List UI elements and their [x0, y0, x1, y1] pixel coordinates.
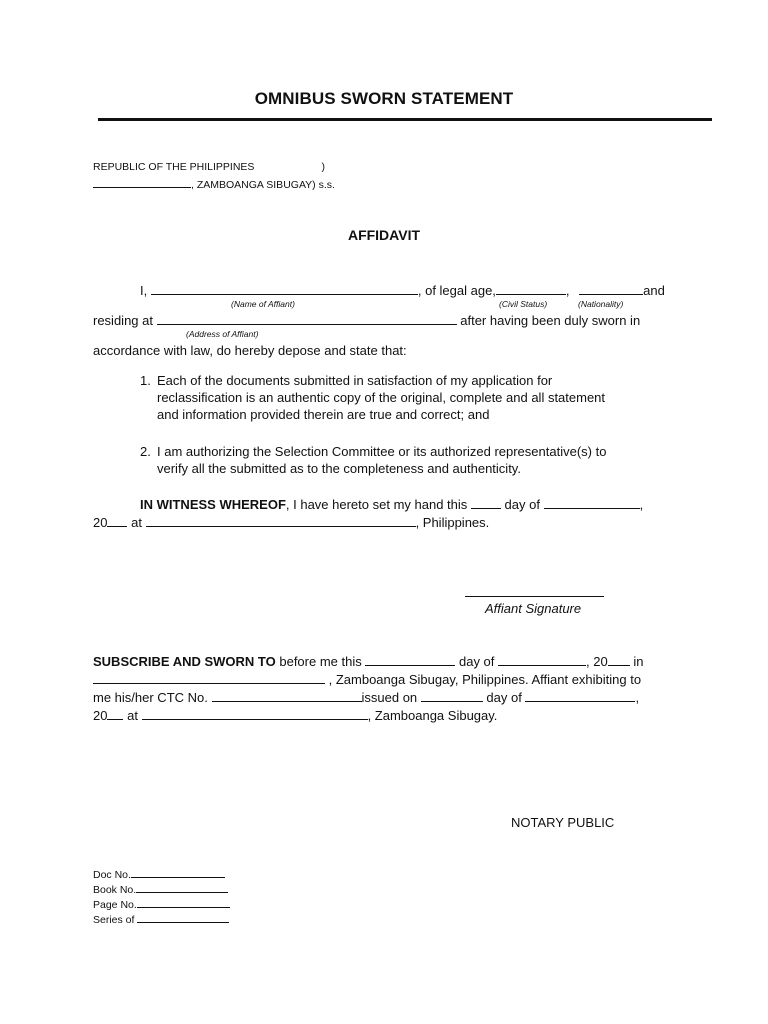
witness-day-blank[interactable] [471, 497, 501, 509]
affidavit-heading: AFFIDAVIT [347, 227, 421, 243]
series-of-row [93, 912, 229, 926]
subscribe-line-1 [93, 654, 643, 669]
subscribe-ctc: me his/her CTC No. [93, 690, 208, 705]
intro-legal-age: , of legal age, [417, 283, 496, 298]
series-of-label: Series of [93, 914, 135, 926]
subscribe-year: , 20 [586, 654, 608, 669]
subscribe-line-4 [93, 708, 497, 723]
page-no-label: Page No. [93, 899, 137, 911]
witness-philippines: , Philippines. [415, 515, 490, 530]
issued-month-blank[interactable] [525, 690, 635, 702]
subscribe-end: , Zamboanga Sibugay. [367, 708, 498, 723]
venue-blank[interactable] [93, 176, 191, 188]
book-no-label: Book No. [93, 884, 137, 896]
intro-i: I, [140, 283, 148, 298]
intro-comma: , [565, 283, 570, 298]
venue-line-1 [93, 161, 325, 173]
subscribe-line-3 [93, 690, 639, 705]
subscribe-at: at [127, 708, 138, 723]
page-no-row [93, 897, 230, 911]
item-1-number: 1. [140, 373, 151, 388]
witness-year: 20 [93, 515, 108, 530]
witness-bold: IN WITNESS WHEREOF [140, 497, 286, 512]
affiant-signature-label: Affiant Signature [485, 601, 582, 616]
doc-no-blank[interactable] [131, 867, 225, 878]
affiant-signature-line[interactable] [465, 596, 604, 597]
title-rule [98, 118, 712, 121]
subscribe-bold: SUBSCRIBE AND SWORN TO [93, 654, 276, 669]
witness-text: , I have hereto set my hand this [285, 497, 468, 512]
caption-name-of-affiant: (Name of Affiant) [231, 299, 295, 309]
civil-status-blank[interactable] [496, 283, 566, 295]
subscribe-comma: , [635, 690, 640, 705]
intro-residing: residing at [93, 313, 153, 328]
item-2-line-2: verify all the submitted as to the completeness and authenticity. [157, 461, 521, 476]
item-1-line-1: Each of the documents submitted in satisfaction of my application for [157, 373, 553, 388]
intro-line-3: accordance with law, do hereby depose and state that: [93, 343, 407, 358]
series-of-blank[interactable] [137, 912, 229, 923]
subscribe-year-2-blank[interactable] [107, 708, 123, 720]
caption-civil-status: (Civil Status) [499, 299, 548, 309]
subscribe-day-of-2: day of [486, 690, 522, 705]
subscribe-day-of: day of [458, 654, 495, 669]
doc-no-row [93, 867, 225, 881]
item-2-line-1: I am authorizing the Selection Committee or its authorized representative(s) to [157, 444, 607, 459]
ctc-number-blank[interactable] [212, 690, 362, 702]
intro-after: after having been duly sworn in [460, 313, 641, 328]
book-no-row [93, 882, 228, 896]
item-2-number: 2. [140, 444, 151, 459]
intro-line-1 [140, 283, 665, 298]
intro-and: and [643, 283, 665, 298]
subscribe-year-blank[interactable] [608, 654, 630, 666]
page-no-blank[interactable] [137, 897, 230, 908]
witness-day-of: day of [504, 497, 540, 512]
witness-comma: , [639, 497, 644, 512]
venue-paren: ) [321, 161, 325, 173]
item-1-line-2: reclassification is an authentic copy of the original, complete and all statement [157, 390, 606, 405]
subscribe-month-blank[interactable] [498, 654, 586, 666]
subscribe-in: in [633, 654, 644, 669]
subscribe-line-2 [93, 672, 641, 687]
subscribe-before: before me this [279, 654, 362, 669]
document-title: OMNIBUS SWORN STATEMENT [254, 89, 514, 108]
address-of-affiant-blank[interactable] [157, 313, 457, 325]
issued-on-blank[interactable] [421, 690, 483, 702]
witness-at: at [131, 515, 142, 530]
nationality-blank[interactable] [579, 283, 643, 295]
subscribe-place-2-blank[interactable] [142, 708, 368, 720]
name-of-affiant-blank[interactable] [151, 283, 418, 295]
witness-month-blank[interactable] [544, 497, 640, 509]
witness-line-2 [93, 515, 489, 530]
subscribe-issued-on: issued on [361, 690, 418, 705]
subscribe-year-2: 20 [93, 708, 108, 723]
item-1-line-3: and information provided therein are true and correct; and [157, 407, 490, 422]
subscribe-zamboanga: , Zamboanga Sibugay, Philippines. Affiant exhibiting to [328, 672, 642, 687]
doc-no-label: Doc No. [93, 869, 131, 881]
venue-line-2 [93, 176, 335, 191]
witness-year-blank[interactable] [107, 515, 127, 527]
book-no-blank[interactable] [136, 882, 228, 893]
witness-place-blank[interactable] [146, 515, 416, 527]
caption-address-of-affiant: (Address of Affiant) [186, 329, 259, 339]
subscribe-place-blank[interactable] [93, 672, 325, 684]
caption-nationality: (Nationality) [578, 299, 624, 309]
venue-republic: REPUBLIC OF THE PHILIPPINES [93, 161, 255, 173]
venue-zamboanga: , ZAMBOANGA SIBUGAY) s.s. [191, 179, 335, 191]
witness-line-1 [140, 497, 643, 512]
notary-public-label: NOTARY PUBLIC [511, 815, 615, 830]
subscribe-day-blank[interactable] [365, 654, 455, 666]
intro-line-2 [93, 313, 640, 328]
